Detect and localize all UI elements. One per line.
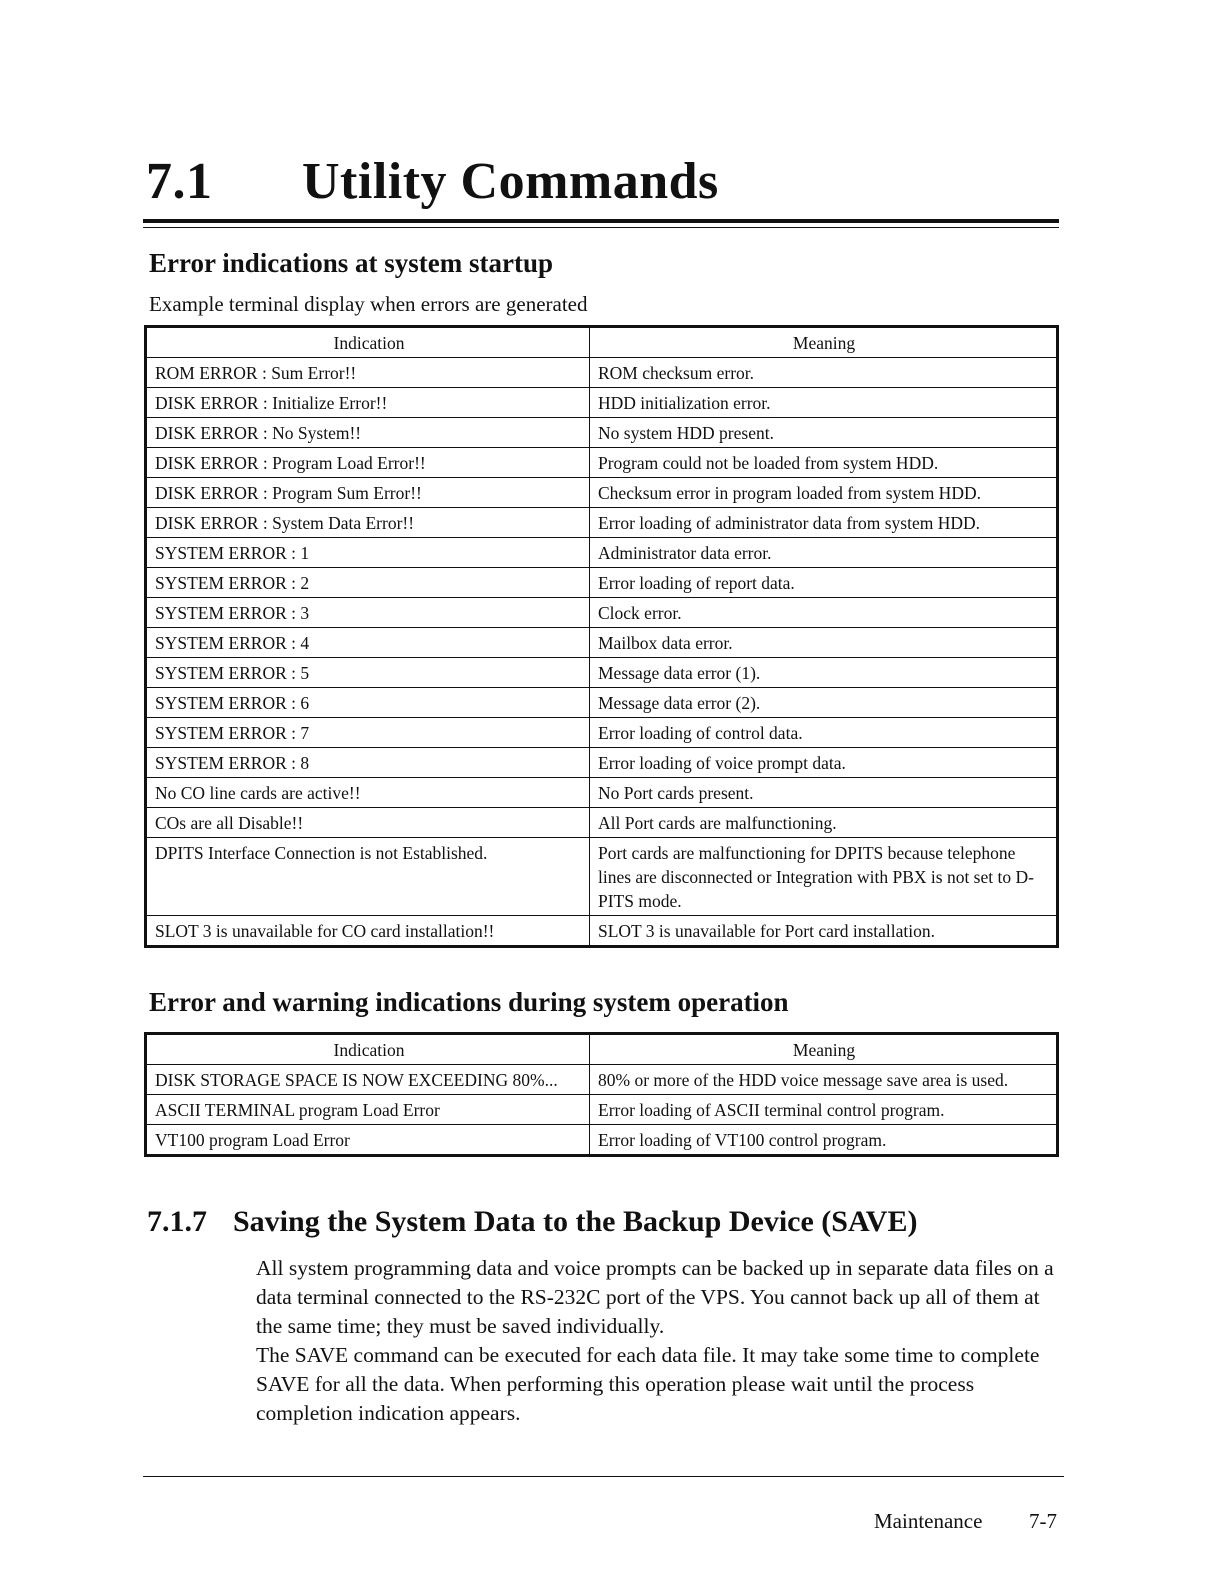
footer-chapter: Maintenance: [874, 1509, 983, 1533]
title-rule-thin: [143, 227, 1059, 228]
indication-cell: SYSTEM ERROR : 1: [146, 538, 590, 568]
table-row: [146, 778, 1058, 808]
save-section-body: [256, 1254, 1068, 1428]
startup-errors-caption: Example terminal display when errors are generated: [149, 292, 588, 316]
indication-cell: ASCII TERMINAL program Load Error: [146, 1095, 590, 1125]
indication-cell: No CO line cards are active!!: [146, 778, 590, 808]
table-row: [146, 1095, 1058, 1125]
meaning-cell: Mailbox data error.: [590, 628, 1058, 658]
table-row: [146, 718, 1058, 748]
meaning-cell: No Port cards present.: [590, 778, 1058, 808]
indication-cell: SYSTEM ERROR : 4: [146, 628, 590, 658]
meaning-cell: No system HDD present.: [590, 418, 1058, 448]
table-row: [146, 388, 1058, 418]
table-header-row: [146, 1034, 1058, 1065]
table-row: [146, 418, 1058, 448]
meaning-cell: Clock error.: [590, 598, 1058, 628]
indication-cell: SYSTEM ERROR : 2: [146, 568, 590, 598]
meaning-cell: Error loading of VT100 control program.: [590, 1125, 1058, 1156]
operation-errors-table: [144, 1032, 1059, 1157]
table-row: [146, 1125, 1058, 1156]
meaning-cell: Error loading of administrator data from system HDD.: [590, 508, 1058, 538]
meaning-cell: Message data error (1).: [590, 658, 1058, 688]
indication-cell: SLOT 3 is unavailable for CO card installation!!: [146, 916, 590, 947]
meaning-cell: Message data error (2).: [590, 688, 1058, 718]
save-section-heading: [147, 1202, 917, 1242]
table-row: [146, 448, 1058, 478]
indication-cell: SYSTEM ERROR : 5: [146, 658, 590, 688]
table-row: [146, 658, 1058, 688]
indication-cell: SYSTEM ERROR : 3: [146, 598, 590, 628]
meaning-cell: Checksum error in program loaded from system HDD.: [590, 478, 1058, 508]
table-row: [146, 916, 1058, 947]
page-title: [146, 150, 719, 214]
table-row: [146, 808, 1058, 838]
table-row: [146, 748, 1058, 778]
meaning-cell: SLOT 3 is unavailable for Port card installation.: [590, 916, 1058, 947]
table-row: [146, 568, 1058, 598]
column-header-meaning: Meaning: [590, 327, 1058, 358]
indication-cell: DISK ERROR : Initialize Error!!: [146, 388, 590, 418]
indication-cell: DISK ERROR : System Data Error!!: [146, 508, 590, 538]
paragraph: All system programming data and voice prompts can be backed up in separate data files on a data terminal connected to the RS-232C port of the VPS. You cannot back up all of them at the same time; they must be saved individually.: [256, 1256, 1054, 1338]
table-header-row: [146, 327, 1058, 358]
paragraph: The SAVE command can be executed for each data file. It may take some time to complete SAVE for all the data. When performing this operation please wait until the process completion indication appears.: [256, 1343, 1040, 1425]
meaning-cell: Program could not be loaded from system HDD.: [590, 448, 1058, 478]
indication-cell: SYSTEM ERROR : 8: [146, 748, 590, 778]
meaning-cell: Error loading of voice prompt data.: [590, 748, 1058, 778]
startup-errors-heading: Error indications at system startup: [149, 248, 553, 278]
indication-cell: COs are all Disable!!: [146, 808, 590, 838]
table-row: [146, 538, 1058, 568]
table-row: [146, 688, 1058, 718]
table-row: [146, 628, 1058, 658]
indication-cell: DISK STORAGE SPACE IS NOW EXCEEDING 80%...: [146, 1065, 590, 1095]
title-rule-thick: [143, 219, 1059, 223]
meaning-cell: 80% or more of the HDD voice message save area is used.: [590, 1065, 1058, 1095]
section-title: Utility Commands: [302, 153, 719, 210]
meaning-cell: Port cards are malfunctioning for DPITS because telephone lines are disconnected or Integration with PBX is not set to D-PITS mode.: [590, 838, 1058, 916]
indication-cell: DISK ERROR : Program Sum Error!!: [146, 478, 590, 508]
meaning-cell: Error loading of report data.: [590, 568, 1058, 598]
table-row: [146, 1065, 1058, 1095]
meaning-cell: All Port cards are malfunctioning.: [590, 808, 1058, 838]
indication-cell: DISK ERROR : No System!!: [146, 418, 590, 448]
footer-rule: [143, 1476, 1064, 1477]
indication-cell: SYSTEM ERROR : 6: [146, 688, 590, 718]
operation-errors-heading: Error and warning indications during system operation: [149, 987, 789, 1017]
startup-errors-table: [144, 325, 1059, 948]
indication-cell: DISK ERROR : Program Load Error!!: [146, 448, 590, 478]
indication-cell: SYSTEM ERROR : 7: [146, 718, 590, 748]
meaning-cell: Error loading of control data.: [590, 718, 1058, 748]
indication-cell: ROM ERROR : Sum Error!!: [146, 358, 590, 388]
table-row: [146, 598, 1058, 628]
section-number: 7.1: [146, 153, 213, 210]
save-section-number: 7.1.7: [147, 1205, 207, 1238]
table-row: [146, 838, 1058, 916]
indication-cell: DPITS Interface Connection is not Established.: [146, 838, 590, 916]
indication-cell: VT100 program Load Error: [146, 1125, 590, 1156]
footer-page-number: 7-7: [1029, 1509, 1057, 1533]
column-header-meaning: Meaning: [590, 1034, 1058, 1065]
table-row: [146, 358, 1058, 388]
meaning-cell: HDD initialization error.: [590, 388, 1058, 418]
save-section-title: Saving the System Data to the Backup Device (SAVE): [233, 1205, 918, 1238]
meaning-cell: Administrator data error.: [590, 538, 1058, 568]
column-header-indication: Indication: [146, 327, 590, 358]
column-header-indication: Indication: [146, 1034, 590, 1065]
meaning-cell: Error loading of ASCII terminal control program.: [590, 1095, 1058, 1125]
table-row: [146, 508, 1058, 538]
table-row: [146, 478, 1058, 508]
meaning-cell: ROM checksum error.: [590, 358, 1058, 388]
